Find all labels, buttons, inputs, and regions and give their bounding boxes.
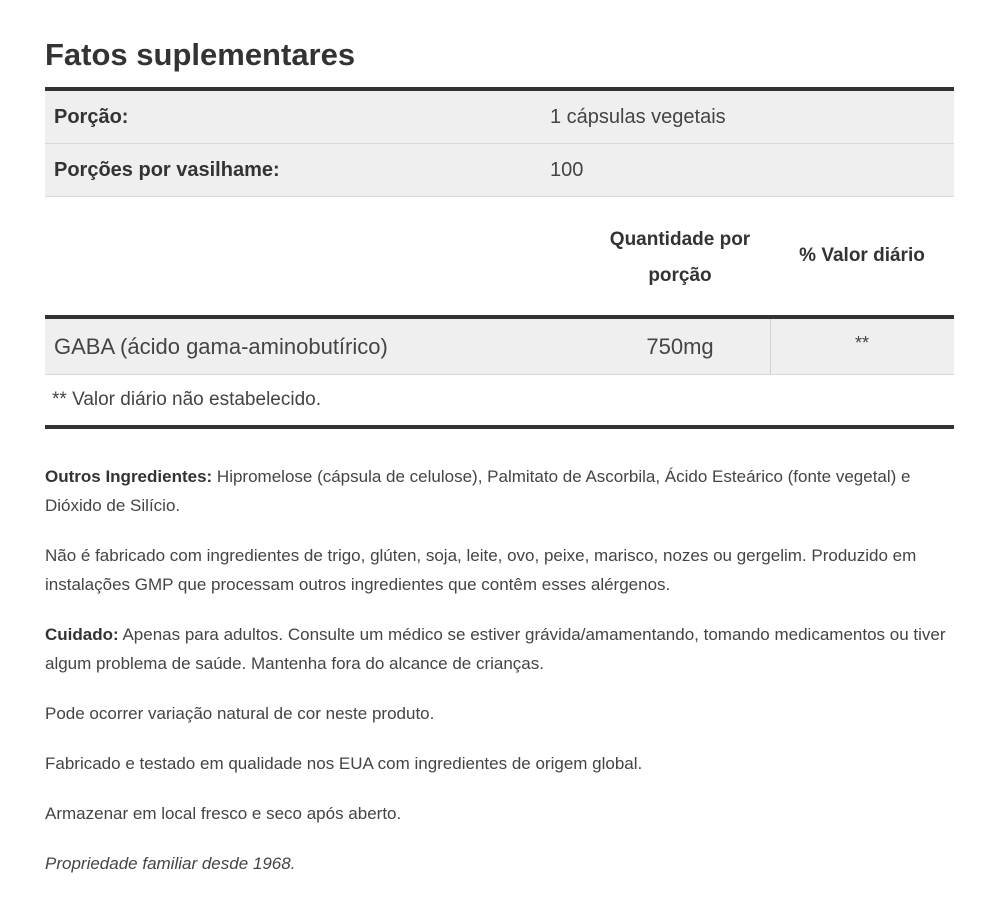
serving-info-table bbox=[45, 87, 954, 197]
allergen-statement: Não é fabricado com ingredientes de trigo, glúten, soja, leite, ovo, peixe, marisco, nozes ou gergelim. Produzido em instalações GMP que processam outros ingredientes que contêm esses alérgenos. bbox=[45, 546, 917, 594]
servings-per-container-value: 100 bbox=[550, 158, 584, 181]
manufacturing-note: Fabricado e testado em qualidade nos EUA com ingredientes de origem global. bbox=[45, 754, 643, 773]
servings-per-container-row bbox=[45, 144, 954, 197]
amount-per-serving-header: Quantidade por porção bbox=[609, 228, 751, 286]
supplement-facts-panel bbox=[45, 0, 954, 878]
nutrient-name: GABA (ácido gama-aminobutírico) bbox=[54, 333, 388, 359]
family-owned-note bbox=[45, 849, 954, 878]
nutrient-amount: 750mg bbox=[590, 319, 771, 374]
caution-statement bbox=[45, 620, 954, 678]
family-owned-text: Propriedade familiar desde 1968. bbox=[45, 854, 296, 873]
other-ingredients-label: Outros Ingredientes: bbox=[45, 467, 213, 486]
serving-size-label: Porção: bbox=[54, 105, 129, 128]
nutrient-table-header bbox=[45, 197, 954, 319]
page-title: Fatos suplementares bbox=[45, 37, 356, 72]
servings-per-container-label: Porções por vasilhame: bbox=[54, 158, 280, 181]
other-ingredients-text: Hipromelose (cápsula de celulose), Palmitato de Ascorbila, Ácido Esteárico (fonte vegetal) e Dióxido de Silício. bbox=[45, 467, 911, 515]
serving-size-row bbox=[45, 91, 954, 144]
caution-label: Cuidado: bbox=[45, 625, 119, 644]
product-notes bbox=[45, 462, 954, 878]
daily-value-header: % Valor diário bbox=[799, 245, 925, 266]
nutrient-row bbox=[45, 319, 954, 375]
nutrient-daily-value: ** bbox=[854, 333, 869, 353]
other-ingredients bbox=[45, 462, 954, 520]
caution-text: Apenas para adultos. Consulte um médico se estiver grávida/amamentando, tomando medicamentos ou tiver algum problema de saúde. Mantenha fora do alcance de crianças. bbox=[45, 625, 946, 673]
color-variation-note: Pode ocorrer variação natural de cor neste produto. bbox=[45, 704, 435, 723]
serving-size-value: 1 cápsulas vegetais bbox=[550, 105, 726, 128]
storage-note: Armazenar em local fresco e seco após aberto. bbox=[45, 804, 402, 823]
daily-value-footnote: ** Valor diário não estabelecido. bbox=[45, 375, 954, 429]
